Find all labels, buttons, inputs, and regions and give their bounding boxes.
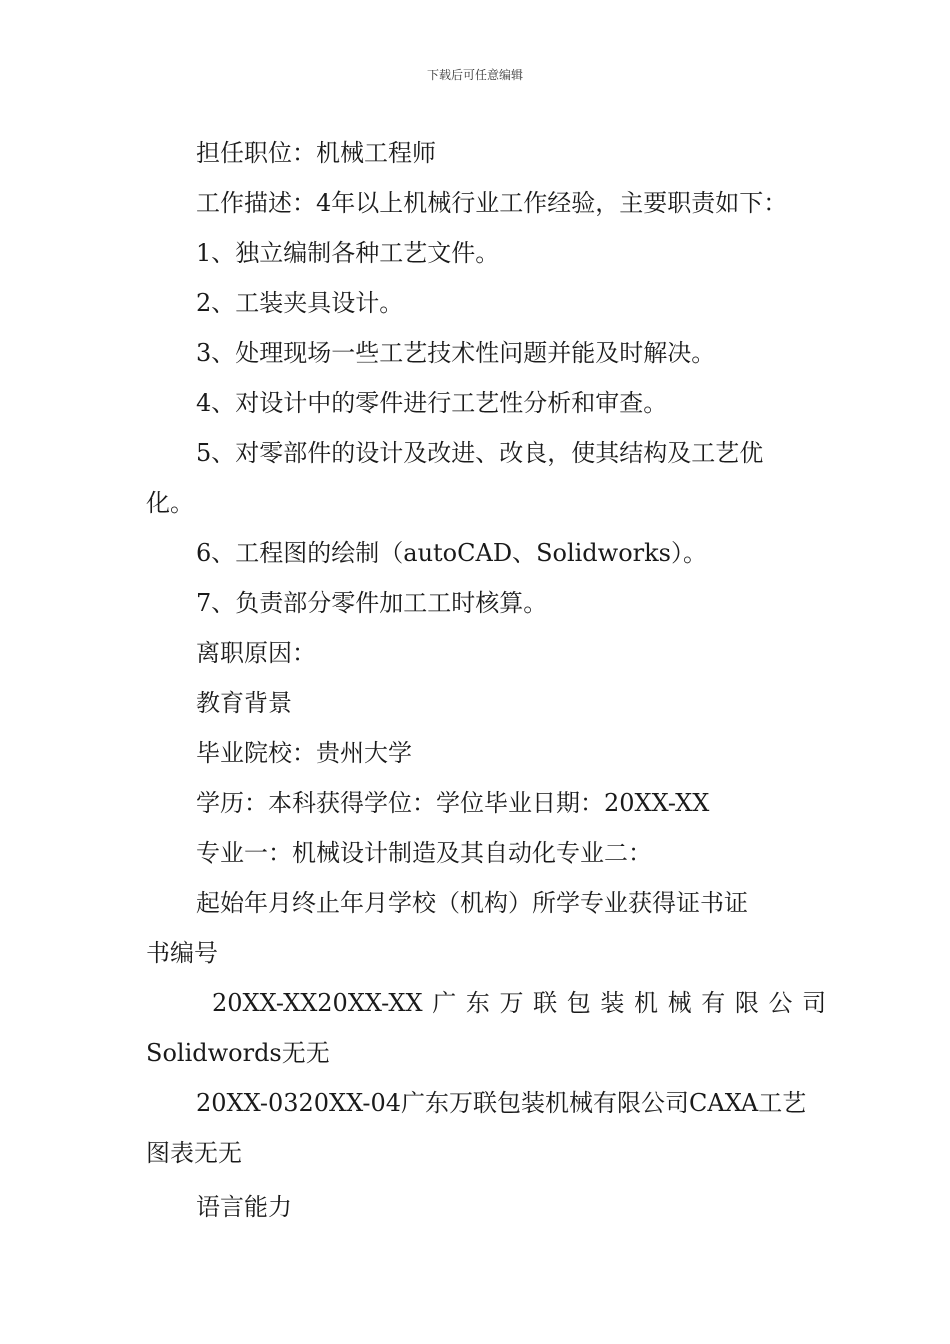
education-heading: 教育背景 bbox=[196, 689, 292, 717]
school-line: 毕业院校：贵州大学 bbox=[196, 739, 412, 767]
certificate-row-2: 20XX-0320XX-04广东万联包装机械有限公司CAXA工艺 bbox=[196, 1089, 807, 1117]
certificate-row-1-continued: Solidwords无无 bbox=[146, 1039, 330, 1067]
degree-line: 学历：本科获得学位：学位毕业日期：20XX-XX bbox=[196, 789, 710, 817]
duty-item-5: 5、对零部件的设计及改进、改良，使其结构及工艺优 bbox=[196, 439, 764, 467]
certificate-table-header: 起始年月终止年月学校（机构）所学专业获得证书证 bbox=[196, 889, 748, 917]
certificate-row-2-continued: 图表无无 bbox=[146, 1139, 242, 1167]
duty-item-6: 6、工程图的绘制（autoCAD、Solidworks）。 bbox=[196, 539, 707, 567]
duty-item-3: 3、处理现场一些工艺技术性问题并能及时解决。 bbox=[196, 339, 716, 367]
certificate-row-1: 20XX-XX20XX-XX 广 东 万 联 包 装 机 械 有 限 公 司 bbox=[212, 989, 827, 1017]
duty-item-1: 1、独立编制各种工艺文件。 bbox=[196, 239, 500, 267]
major-line: 专业一：机械设计制造及其自动化专业二： bbox=[196, 839, 652, 867]
duty-item-5-continued: 化。 bbox=[146, 489, 194, 517]
leaving-reason-line: 离职原因： bbox=[196, 639, 316, 667]
duty-item-4: 4、对设计中的零件进行工艺性分析和审查。 bbox=[196, 389, 668, 417]
page-header: 下载后可任意编辑 bbox=[426, 68, 523, 82]
language-heading: 语言能力 bbox=[196, 1193, 292, 1221]
duty-item-2: 2、工装夹具设计。 bbox=[196, 289, 404, 317]
duty-item-7: 7、负责部分零件加工工时核算。 bbox=[196, 589, 548, 617]
document-body bbox=[146, 128, 827, 1232]
job-description-line: 工作描述：4年以上机械行业工作经验，主要职责如下： bbox=[196, 189, 788, 217]
certificate-table-header-continued: 书编号 bbox=[146, 939, 218, 967]
position-line: 担任职位：机械工程师 bbox=[196, 139, 436, 167]
